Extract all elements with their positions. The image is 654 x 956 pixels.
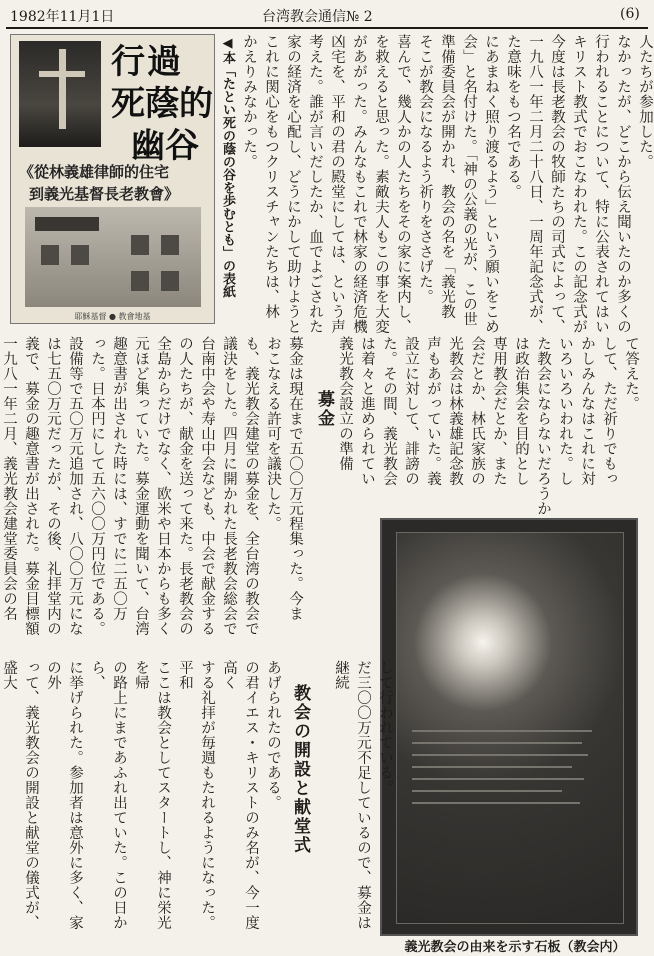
fundraising-continued-text: して行われている。 だ三〇〇万元不足しているので、募金は継続: [333, 660, 393, 930]
article-intro-text: 人たちが参加した。 なかったが、どこから伝え聞いたのか多くの 行われることについて、特に公表されてはい キリスト教式でおこなわれた。この記念式が 今度は長老教会の牧師たちの司式によって、 一九八一年二月二十八日、一周年記念式が、 た意味をもつ名である。 にあまねく照り渡るよう」という願いをこめ 会」と名付けた。「神の公義の光が、この世 準備委員会が開かれ、教会の名を「義光教 そこが教会になるよう祈りをささげた。 喜んで、幾人かの人たちをその家に案内し、 を救えると思った。素敵夫人もこの事を大変 があがった。みんなもこれで林家の経済危機 凶宅を、平和の君の殿堂にしては、という声 考えた。誰が言いだしたか、血でよごされた 家の経済を心配し、どうにかして助けようと これに関心をもつクリスチャンたちは、林 かえりみなかった。: [241, 34, 653, 334]
cross-icon: [59, 49, 66, 129]
stone-tablet-photo: [380, 518, 638, 936]
page-header: [0, 0, 654, 28]
stone-photo-caption: 義光教会の由来を示す石板（教会内）: [404, 940, 626, 955]
issue-date: 1982年11月1日: [10, 9, 115, 25]
book-cover-image: [10, 34, 215, 324]
section-heading-opening: 教会の開設と献堂式: [290, 684, 310, 855]
cover-subtitle-line1: 《從林義雄律師的住宅: [19, 163, 170, 181]
header-rule: [6, 27, 648, 29]
cover-title-line1: 行過: [111, 42, 183, 82]
cover-title-line3: 幽谷: [131, 126, 199, 166]
cover-subtitle-line2: 到義光基督長老教會》: [29, 185, 180, 203]
newsletter-title: 台湾教会通信№ 2: [262, 9, 373, 25]
section-opening-text: あげられたのである。 の君イエス・キリストのみ名が、今一度高く する礼拝が毎週もたれるようになった。平和 ここは教会としてスタートし、神に栄光を帰 の路上にまであふれ出ていた。この日から、 に挙げられた。参加者は意外に多く、家の外 って、義光教会の開設と献堂の儀式が、盛大: [1, 660, 281, 930]
cover-title-line2: 死蔭的: [111, 84, 213, 124]
article-preparation-text: て答えた。 して、ただ祈りでもっ かしみんなはこれに対 いろいろいわれた。し た教会にならないだろうか は政治集会を目的とし 専用教会だとか、また 会だとか、林氏家族の 光教会は林義雄記念教 声もあがっていた。義 設立に対して、誹謗の た。その間、義光教会 は着々と進められてい 義光教会設立の準備: [337, 336, 639, 516]
section-fundraising-text: 募金は現在まで五〇〇万元程集った。今ま おこなえる許可を議決した。 も、義光教会建堂の募金を、全台湾の教会で 議決をした。四月に開かれた長老教会総会で 台南中会や寿山中会なども、中会で献金する の人たちが、献金を送って来た。長老教会の 全島からだけでなく、欧米や日本からも多く 元ほど集っていた。募金運動を聞いて、台湾 趣意書が出された時には、すでに二五〇万 った。日本円にして五六〇〇万円位である。 設備等で五〇万元追加され、八〇〇万元にな は七五〇万元だったが、その後、礼拝堂内の 義で、募金の趣意書が出された。募金目標額 一九八一年二月、義光教会建堂委員会の名: [1, 336, 303, 636]
cover-caption: ◀本「たとい死の蔭の谷を歩むとも」の表紙: [220, 36, 235, 298]
cover-footer: 耶穌基督 ● 教會地基: [74, 312, 151, 321]
section-heading-fundraising: 募金: [314, 390, 334, 428]
page-number: (6): [620, 6, 640, 22]
